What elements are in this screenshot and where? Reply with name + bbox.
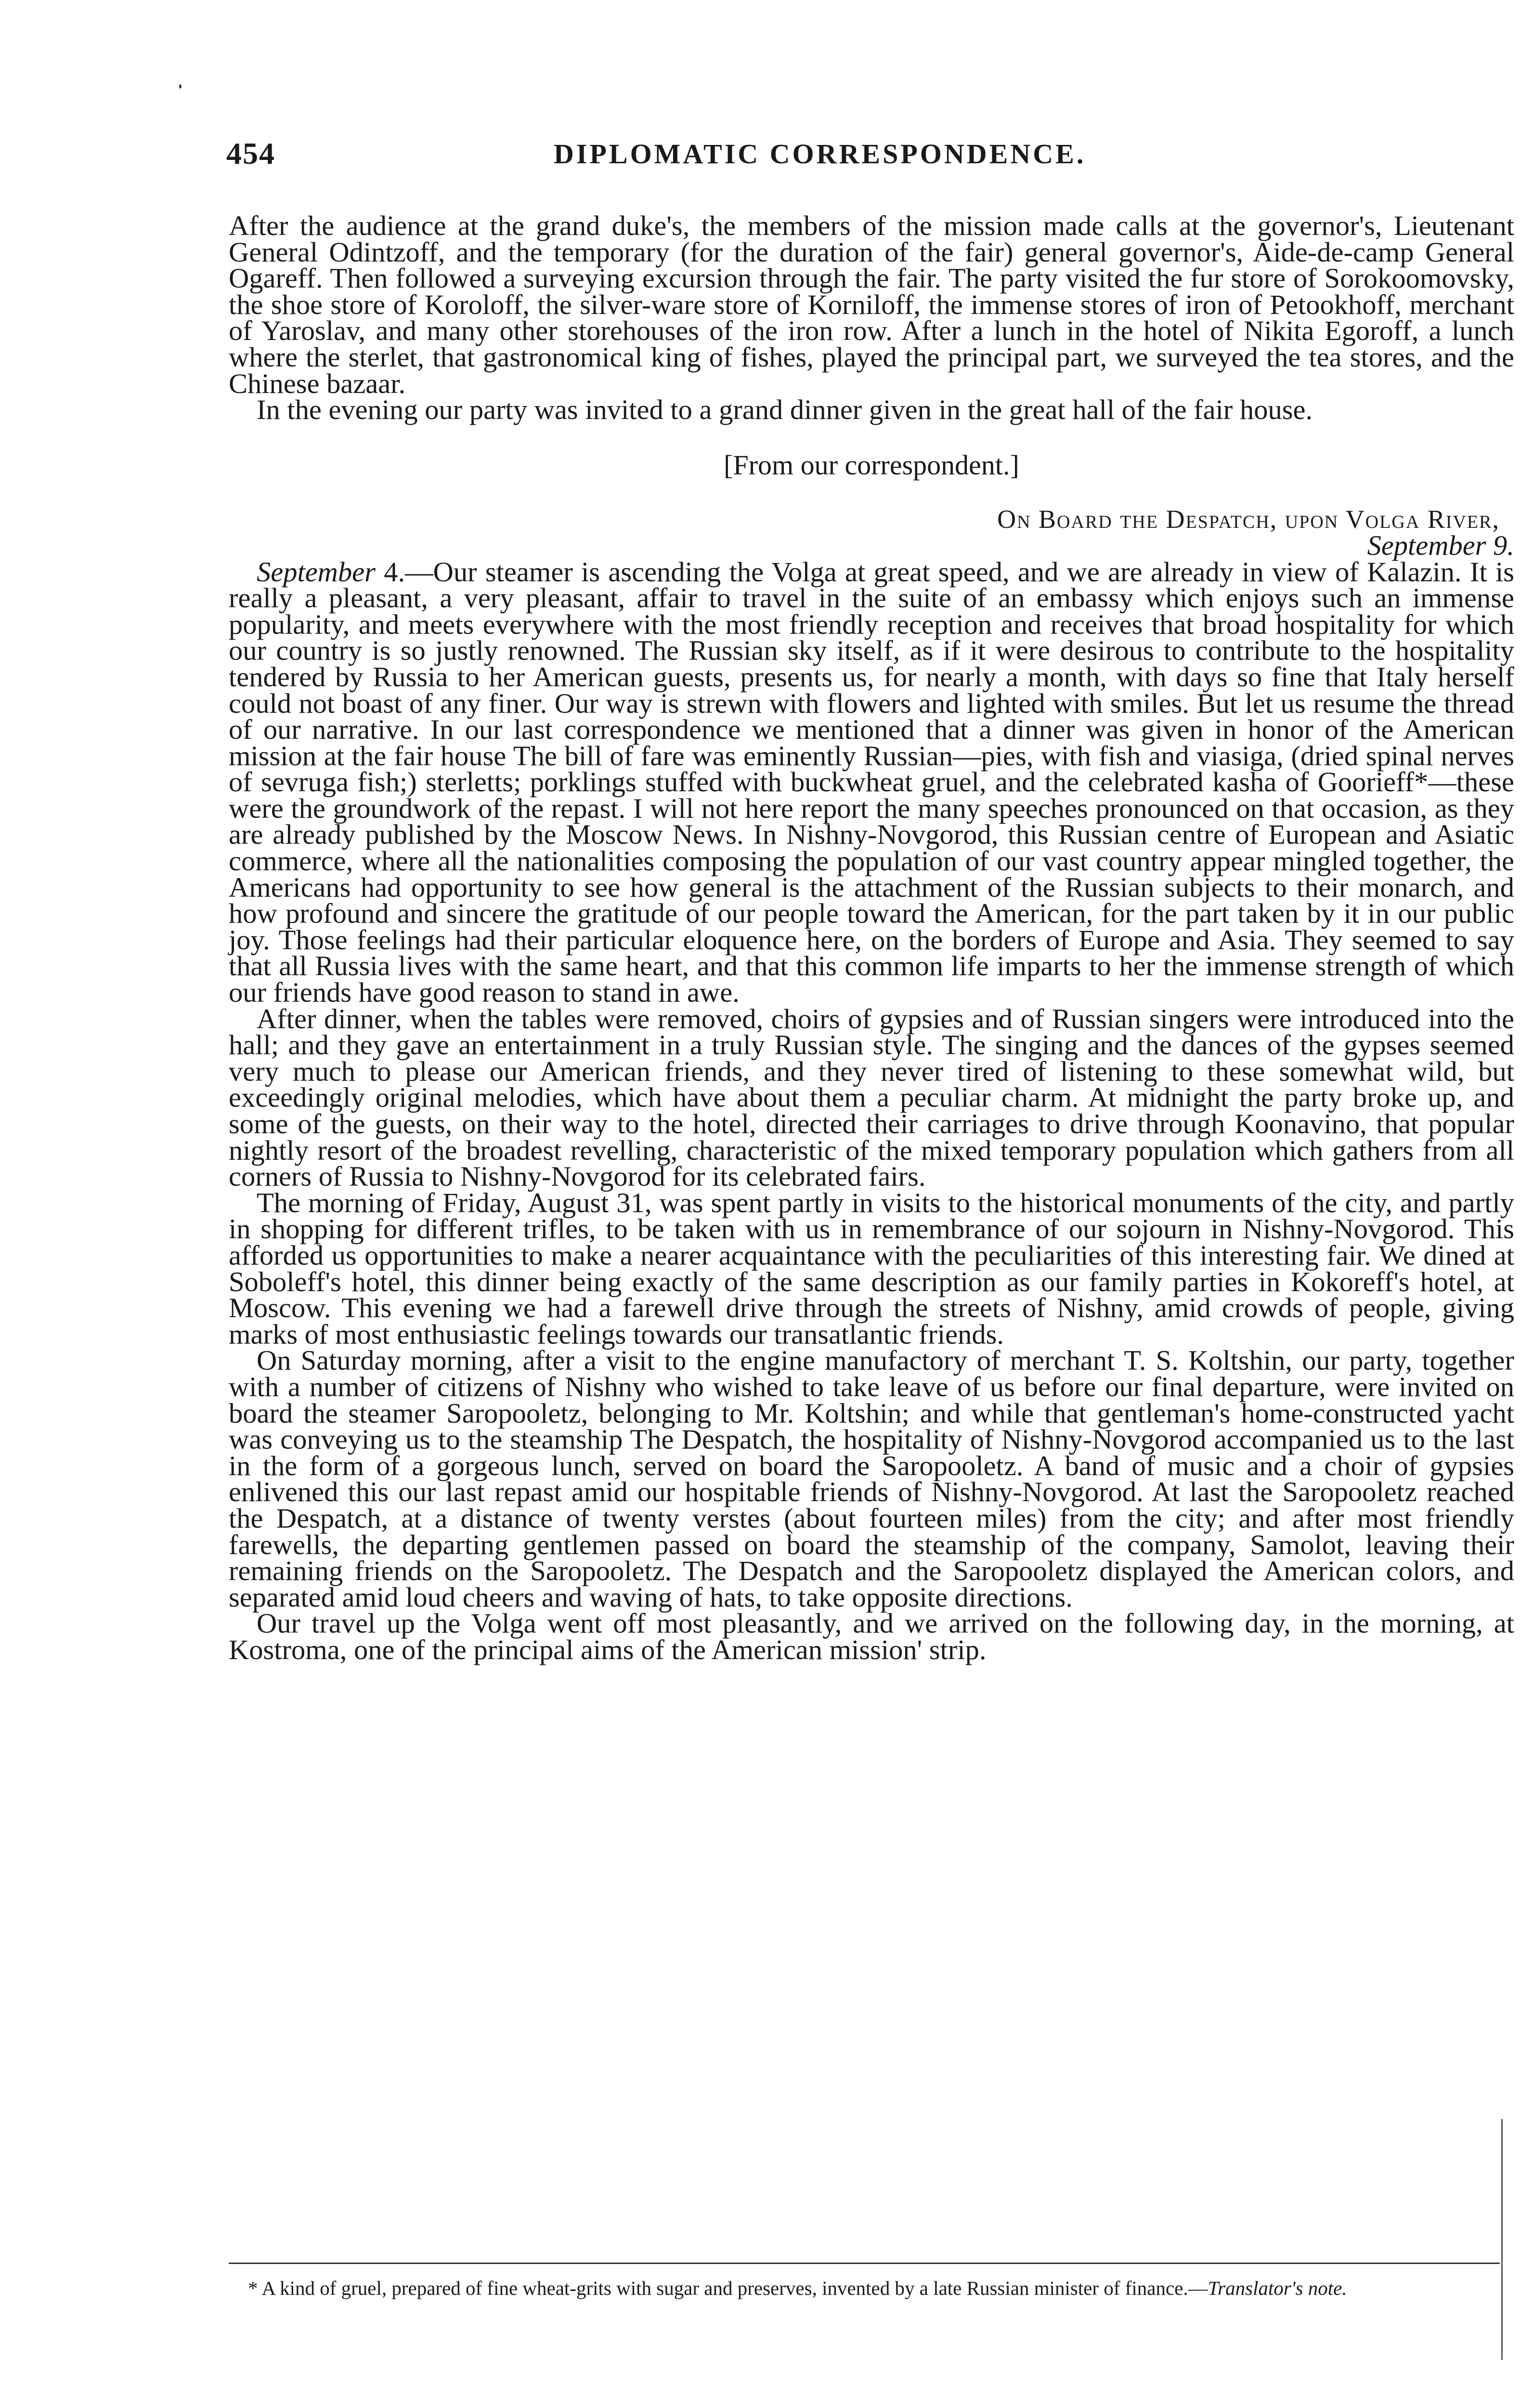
- footnote: [229, 2277, 1509, 2299]
- dateline-place: On Board the Despatch, upon Volga River,: [997, 505, 1500, 534]
- letter-paragraph-2: After dinner, when the tables were removed, choirs of gypsies and of Russian singers were introduced into the hall; and they gave an entertainment in a truly Russian style. The singing and the dances of the gypses seemed very much to please our American friends, and they never tired of listening to these somewhat wild, but exceedingly original melodies, which have about them a peculiar charm. At midnight the party broke up, and some of the guests, on their way to the hotel, directed their carriages to drive through Koonavino, that popular nightly resort of the broadest revelling, characteristic of the mixed temporary population which gathers from all corners of Russia to Nishny-Novgorod for its celebrated fairs.: [229, 1003, 1514, 1192]
- letter-paragraph-4: On Saturday morning, after a visit to the engine manufactory of merchant T. S. Koltshin, our party, together with a number of citizens of Nishny who wished to take leave of us before our final departure, were invited on board the steamer Saropooletz, belonging to Mr. Koltshin; and while that gentleman's home-constructed yacht was conveying us to the steamship The Despatch, the hospitality of Nishny-Novgorod accompanied us to the last in the form of a gorgeous lunch, served on board the Saropooletz. A band of music and a choir of gypsies enlivened this our last repast amid our hospitable friends of Nishny-Novgorod. At last the Saropooletz reached the Despatch, at a distance of twenty verstes (about fourteen miles) from the city; and after most friendly farewells, the departing gentlemen passed on board the steamship of the company, Samolot, leaving their remaining friends on the Saropooletz. The Despatch and the Saropooletz displayed the American colors, and separated amid loud cheers and waving of hats, to take opposite directions.: [229, 1345, 1514, 1613]
- footnote-translator-note: Translator's note.: [1208, 2277, 1347, 2299]
- footnote-paragraph: [229, 2277, 1509, 2299]
- intro-paragraph-1: After the audience at the grand duke's, the members of the mission made calls at the governor's, Lieutenant General Odintzoff, and the temporary (for the duration of the fair) general governor's, Aide-de-camp General Ogareff. Then followed a surveying excursion through the fair. The party visited the fur store of Sorokoomovsky, the shoe store of Koroloff, the silver-ware store of Korniloff, the immense stores of iron of Petookhoff, merchant of Yaroslav, and many other storehouses of the iron row. After a lunch in the hotel of Nikita Egoroff, a lunch where the sterlet, that gastronomical king of fishes, played the principal part, we surveyed the tea stores, and the Chinese bazaar.: [229, 210, 1514, 399]
- footnote-text: * A kind of gruel, prepared of fine wheat-grits with sugar and preserves, invented by a late Russian minister of finance.—: [248, 2277, 1208, 2299]
- intro-paragraph-2: In the evening our party was invited to a grand dinner given in the great hall of the fair house.: [257, 394, 1313, 426]
- letter-first-date: September: [257, 556, 376, 588]
- dateline-date: September 9.: [1367, 529, 1514, 561]
- letter-paragraph-5: Our travel up the Volga went off most pleasantly, and we arrived on the following day, in the morning, at Kostroma, one of the principal aims of the American mission' strip.: [229, 1608, 1514, 1665]
- page-number: 454: [226, 136, 275, 170]
- body-text: [229, 210, 1515, 1665]
- source-line: [From our correspondent.]: [724, 449, 1019, 481]
- page-edge-mark: [1501, 2119, 1503, 2360]
- scan-speck: [179, 84, 182, 89]
- running-head: DIPLOMATIC CORRESPONDENCE.: [554, 138, 1086, 170]
- footnote-divider: [229, 2263, 1500, 2264]
- letter-paragraph-1: [229, 556, 1515, 1008]
- page-header: [226, 136, 1497, 174]
- letter-paragraph-3: The morning of Friday, August 31, was spent partly in visits to the historical monuments of the city, and partly in shopping for different trifles, to be taken with us in remembrance of our sojourn in Nishny-Novgorod. This afforded us opportunities to make a nearer acquaintance with the peculiarities of this interesting fair. We dined at Soboleff's hotel, this dinner being exactly of the same description as our family parties in Kokoreff's hotel, at Moscow. This evening we had a farewell drive through the streets of Nishny, amid crowds of people, giving marks of most enthusiastic feelings towards our transatlantic friends.: [229, 1187, 1514, 1350]
- letter-first-paragraph-text: 4.—Our steamer is ascending the Volga at great speed, and we are already in view of Kalazin. It is really a pleasant, a very pleasant, affair to travel in the suite of an embassy which enjoys such an immense popularity, and meets everywhere with the most friendly reception and receives that broad hospitality for which our country is so justly renowned. The Russian sky itself, as if it were desirous to contribute to the hospitality tendered by Russia to her American guests, presents us, for nearly a month, with days so fine that Italy herself could not boast of any finer. Our way is strewn with flowers and lighted with smiles. But let us resume the thread of our narrative. In our last correspondence we mentioned that a dinner was given in honor of the American mission at the fair house The bill of fare was eminently Russian—pies, with fish and viasiga, (dried spinal nerves of sevruga fish;) sterletts; porklings stuffed with buckwheat gruel, and the celebrated kasha of Goorieff*—these were the groundwork of the repast. I will not here report the many speeches pronounced on that occasion, as they are already published by the Moscow News. In Nishny-Novgorod, this Russian centre of European and Asiatic commerce, where all the nationalities composing the population of our vast country appear mingled together, the Americans had opportunity to see how general is the attachment of the Russian subjects to their monarch, and how profound and sincere the gratitude of our people toward the American, for the part taken by it in our public joy. Those feelings had their particular eloquence here, on the borders of Europe and Asia. They seemed to say that all Russia lives with the same heart, and that this common life imparts to her the immense strength of which our friends have good reason to stand in awe.: [229, 556, 1515, 1008]
